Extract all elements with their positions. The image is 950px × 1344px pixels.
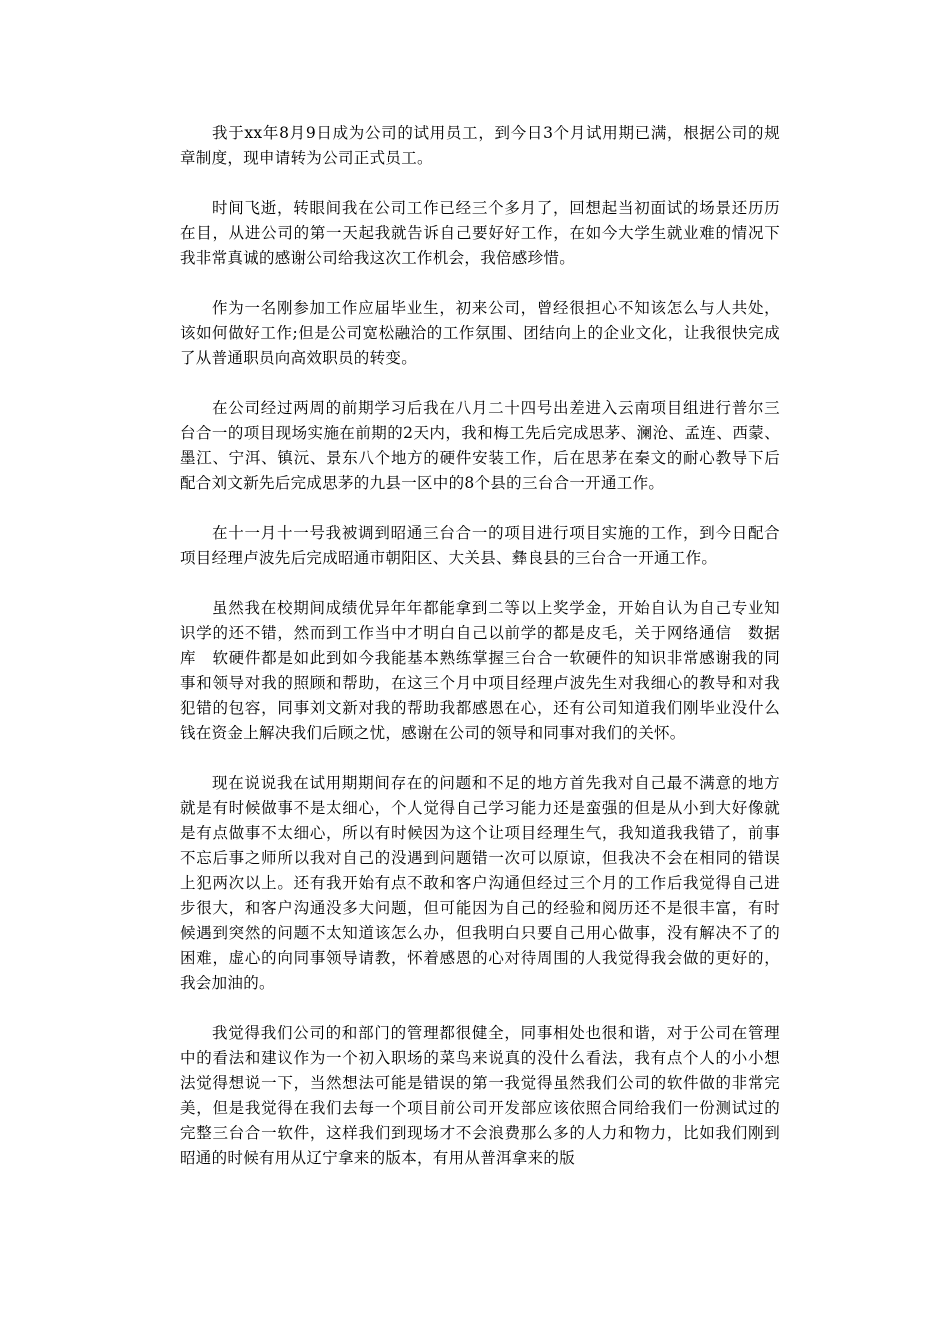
paragraph-1: 我于xx年8月9日成为公司的试用员工，到今日3个月试用期已满，根据公司的规章制度，现申请转为公司正式员工。 — [180, 124, 780, 167]
paragraph-6: 虽然我在校期间成绩优异年年都能拿到二等以上奖学金，开始自认为自己专业知识学的还不错，然而到工作当中才明白自己以前学的都是皮毛，关于网络通信 数据库 软硬件都是如此到如今我能基本熟练掌握三台合一软硬件的知识非常感谢我的同事和领导对我的照顾和帮助，在这三个月中项目经理卢波先生对我细心的教导和对我犯错的包容，同事刘文新对我的帮助我都感恩在心，还有公司知道我们刚毕业没什么钱在资金上解决我们后顾之忧，感谢在公司的领导和同事对我们的关怀。 — [180, 599, 780, 742]
paragraph-3: 作为一名刚参加工作应届毕业生，初来公司，曾经很担心不知该怎么与人共处，该如何做好工作;但是公司宽松融洽的工作氛围、团结向上的企业文化，让我很快完成了从普通职员向高效职员的转变。 — [180, 299, 780, 367]
paragraph-4: 在公司经过两周的前期学习后我在八月二十四号出差进入云南项目组进行普尔三台合一的项目现场实施在前期的2天内，我和梅工先后完成思茅、澜沧、孟连、西蒙、墨江、宁洱、镇沅、景东八个地方的硬件安装工作，后在思茅在秦文的耐心教导下后配合刘文新先后完成思茅的九县一区中的8个县的三台合一开通工作。 — [180, 399, 780, 492]
paragraph-7: 现在说说我在试用期期间存在的问题和不足的地方首先我对自己最不满意的地方就是有时候做事不是太细心，个人觉得自己学习能力还是蛮强的但是从小到大好像就是有点做事不太细心，所以有时候因为这个让项目经理生气，我知道我我错了，前事不忘后事之师所以我对自己的没遇到问题错一次可以原谅，但我决不会在相同的错误上犯两次以上。还有我开始有点不敢和客户沟通但经过三个月的工作后我觉得自己进步很大，和客户沟通没多大问题，但可能因为自己的经验和阅历还不是很丰富，有时候遇到突然的问题不太知道该怎么办，但我明白只要自己用心做事，没有解决不了的困难，虚心的向同事领导请教，怀着感恩的心对待周围的人我觉得我会做的更好的，我会加油的。 — [180, 774, 780, 992]
paragraph-5: 在十一月十一号我被调到昭通三台合一的项目进行项目实施的工作，到今日配合项目经理卢波先后完成昭通市朝阳区、大关县、彝良县的三台合一开通工作。 — [180, 524, 780, 567]
document-body — [180, 121, 780, 1196]
paragraph-8: 我觉得我们公司的和部门的管理都很健全，同事相处也很和谐，对于公司在管理中的看法和建议作为一个初入职场的菜鸟来说真的没什么看法，我有点个人的小小想法觉得想说一下，当然想法可能是错误的第一我觉得虽然我们公司的软件做的非常完美，但是我觉得在我们去每一个项目前公司开发部应该依照合同给我们一份测试过的完整三台合一软件，这样我们到现场才不会浪费那么多的人力和物力，比如我们刚到昭通的时候有用从辽宁拿来的版本，有用从普洱拿来的版 — [180, 1024, 780, 1167]
paragraph-2: 时间飞逝，转眼间我在公司工作已经三个多月了，回想起当初面试的场景还历历在目，从进公司的第一天起我就告诉自己要好好工作，在如今大学生就业难的情况下我非常真诚的感谢公司给我这次工作机会，我倍感珍惜。 — [180, 199, 780, 267]
